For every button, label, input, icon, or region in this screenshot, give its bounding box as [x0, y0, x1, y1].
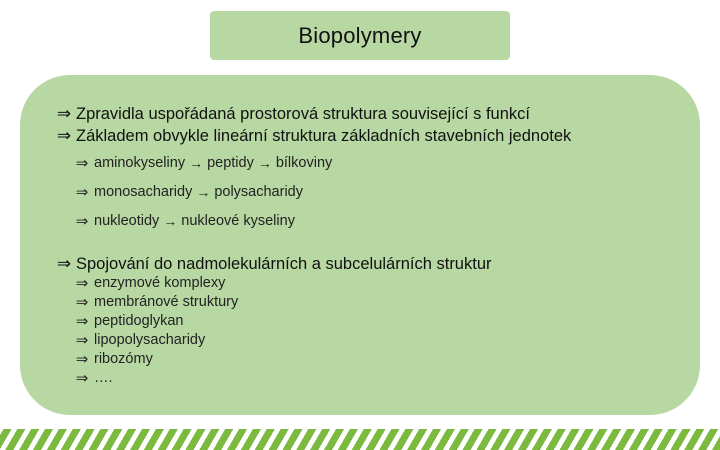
- implies-arrow-icon: ⇒: [56, 104, 72, 123]
- chain-nucleotides: [72, 212, 295, 230]
- right-arrow-icon: →: [189, 155, 204, 171]
- main-point-1: [54, 104, 530, 124]
- sub-item: [72, 350, 153, 368]
- implies-arrow-icon: ⇒: [75, 294, 89, 311]
- implies-arrow-icon: ⇒: [75, 184, 89, 201]
- chain-term: nukleotidy: [94, 213, 160, 229]
- implies-arrow-icon: ⇒: [75, 213, 89, 230]
- main-point-3: [54, 254, 492, 274]
- chain-term: polysacharidy: [214, 184, 303, 200]
- chain-term: peptidy: [207, 155, 254, 171]
- chain-term: bílkoviny: [275, 155, 333, 171]
- decorative-stripe-band: [0, 429, 720, 450]
- implies-arrow-icon: ⇒: [75, 351, 89, 368]
- right-arrow-icon: →: [257, 155, 272, 171]
- sub-item-text: ….: [94, 370, 113, 386]
- chain-aminoacids: [72, 154, 332, 172]
- sub-item-text: ribozómy: [94, 351, 153, 367]
- chain-term: monosacharidy: [94, 184, 193, 200]
- slide-title: Biopolymery: [298, 22, 422, 48]
- implies-arrow-icon: ⇒: [75, 313, 89, 330]
- main-point-text: Spojování do nadmolekulárních a subcelulárních struktur: [76, 254, 492, 273]
- sub-item: [72, 312, 184, 330]
- right-arrow-icon: →: [196, 184, 211, 200]
- sub-item-text: lipopolysacharidy: [94, 332, 206, 348]
- sub-item: [72, 331, 205, 349]
- main-point-2: [54, 126, 571, 146]
- chain-term: aminokyseliny: [94, 155, 186, 171]
- implies-arrow-icon: ⇒: [56, 254, 72, 273]
- sub-item: [72, 369, 113, 387]
- sub-item: [72, 293, 238, 311]
- implies-arrow-icon: ⇒: [56, 126, 72, 145]
- implies-arrow-icon: ⇒: [75, 275, 89, 292]
- content-box: [20, 75, 700, 415]
- chain-term: nukleové kyseliny: [181, 213, 295, 229]
- main-point-text: Základem obvykle lineární struktura základních stavebních jednotek: [76, 126, 572, 145]
- title-box: [210, 11, 510, 60]
- implies-arrow-icon: ⇒: [75, 332, 89, 349]
- implies-arrow-icon: ⇒: [75, 370, 89, 387]
- sub-item: [72, 274, 225, 292]
- implies-arrow-icon: ⇒: [75, 155, 89, 172]
- sub-item-text: enzymové komplexy: [94, 275, 226, 291]
- sub-item-text: membránové struktury: [94, 294, 239, 310]
- main-point-text: Zpravidla uspořádaná prostorová struktura související s funkcí: [76, 104, 530, 123]
- right-arrow-icon: →: [163, 213, 178, 229]
- chain-saccharides: [72, 183, 303, 201]
- sub-item-text: peptidoglykan: [94, 313, 184, 329]
